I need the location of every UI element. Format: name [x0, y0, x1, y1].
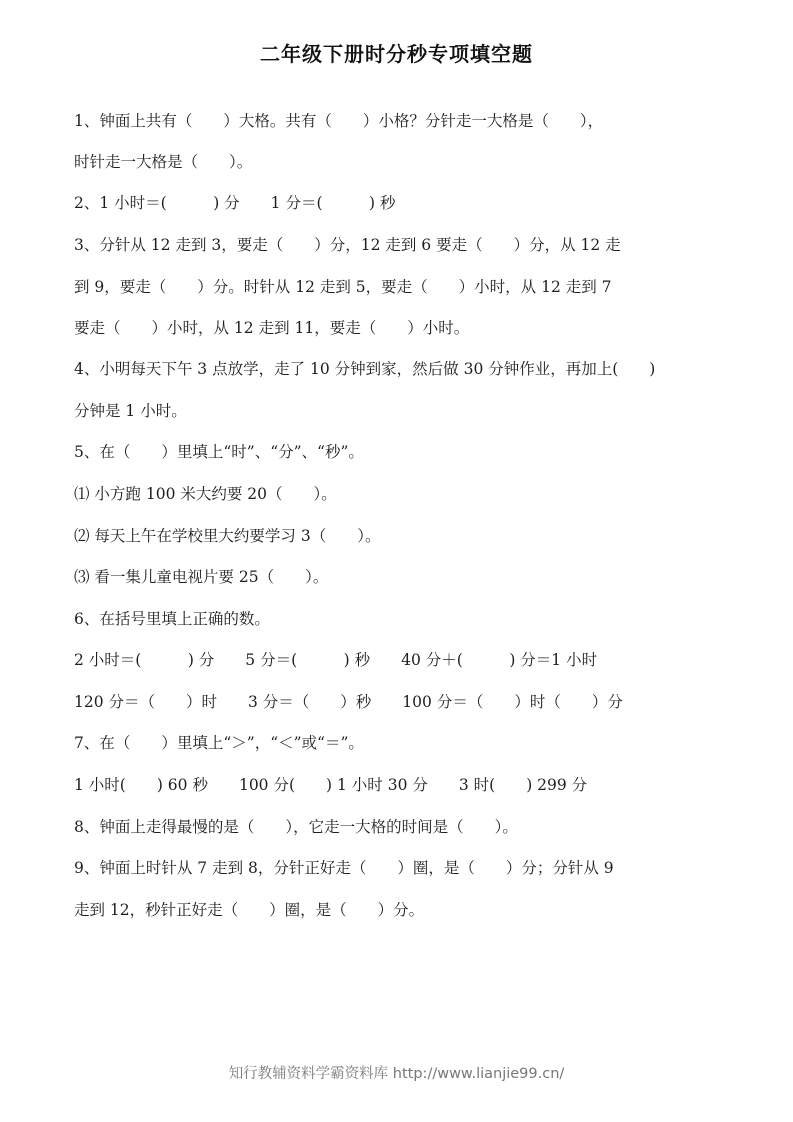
- question-5-item-3: ⑶ 看一集儿童电视片要 25（ ）。: [74, 568, 329, 586]
- question-3-line-3: 要走（ ）小时，从 12 走到 11，要走（ ）小时。: [74, 319, 470, 337]
- footer-watermark: 知行教辅资料学霸资料库 http://www.lianjie99.cn/: [228, 1066, 565, 1082]
- question-3-line-2: 到 9，要走（ ）分。时针从 12 走到 5，要走（ ）小时，从 12 走到 7: [74, 278, 612, 296]
- question-9-line-1: 9、钟面上时针从 7 走到 8，分针正好走（ ）圈，是（ ）分；分针从 9: [74, 859, 614, 877]
- question-6-row-2: 120 分＝（ ）时 3 分＝（ ）秒 100 分＝（ ）时（ ）分: [74, 693, 623, 711]
- question-1-line-2: 时针走一大格是（ ）。: [74, 153, 253, 171]
- question-6-row-1: 2 小时＝( ) 分 5 分＝( ) 秒 40 分＋( ) 分＝1 小时: [74, 651, 598, 669]
- question-7: 7、在（ ）里填上“＞”，“＜”或“＝”。: [74, 734, 364, 752]
- question-5-item-1: ⑴ 小方跑 100 米大约要 20（ ）。: [74, 485, 337, 503]
- question-8: 8、钟面上走得最慢的是（ ），它走一大格的时间是（ ）。: [74, 818, 518, 836]
- question-7-row: 1 小时( ) 60 秒 100 分( ) 1 小时 30 分 3 时( ) 299 分: [74, 776, 588, 794]
- question-3-line-1: 3、分针从 12 走到 3，要走（ ）分，12 走到 6 要走（ ）分，从 12 走: [74, 236, 621, 254]
- question-9-line-2: 走到 12，秒针正好走（ ）圈，是（ ）分。: [74, 901, 425, 919]
- question-4-line-1: 4、小明每天下午 3 点放学，走了 10 分钟到家，然后做 30 分钟作业，再加上( ): [74, 360, 656, 378]
- question-4-line-2: 分钟是 1 小时。: [74, 402, 187, 420]
- question-5: 5、在（ ）里填上“时”、“分”、“秒”。: [74, 443, 364, 461]
- question-5-item-2: ⑵ 每天上午在学校里大约要学习 3（ ）。: [74, 527, 381, 545]
- question-2: 2、1 小时＝( ) 分 1 分＝( ) 秒: [74, 194, 396, 212]
- question-6: 6、在括号里填上正确的数。: [74, 610, 270, 628]
- page-title: 二年级下册时分秒专项填空题: [260, 42, 533, 66]
- question-1-line-1: 1、钟面上共有（ ）大格。共有（ ）小格？分针走一大格是（ ），: [74, 112, 604, 130]
